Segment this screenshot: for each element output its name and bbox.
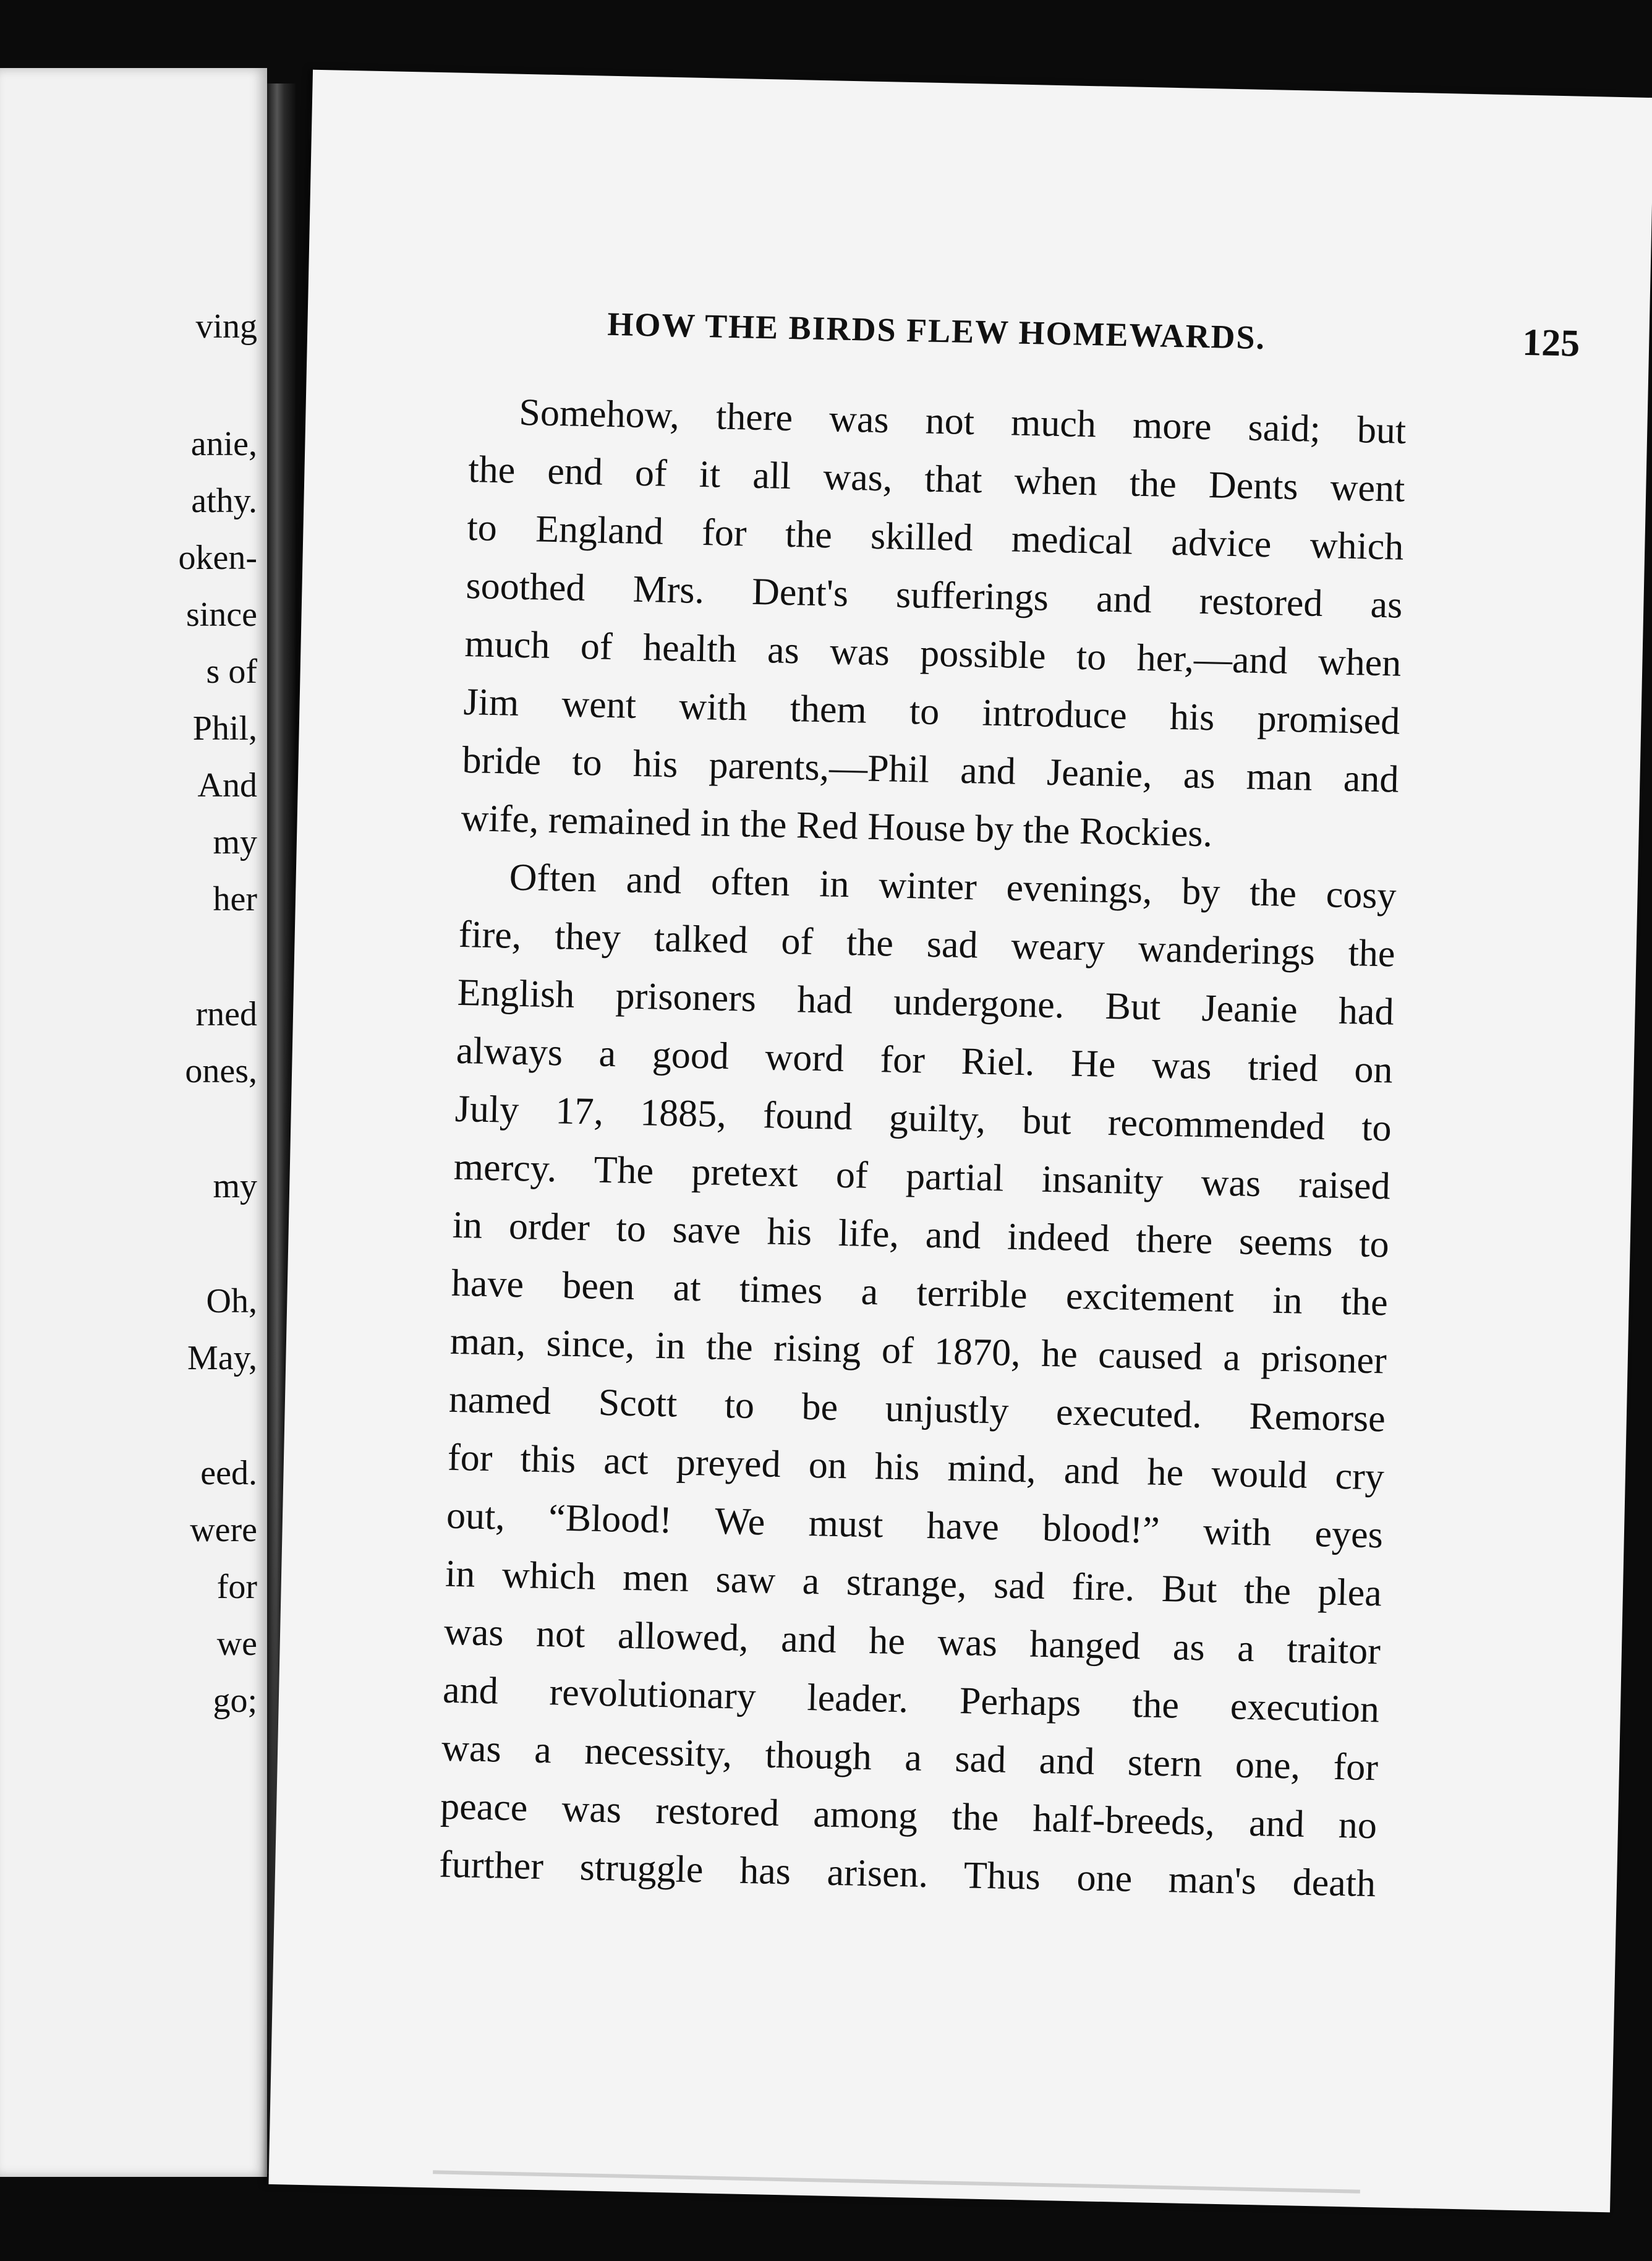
left-page-line: rned <box>195 995 257 1033</box>
left-page-line: my <box>213 823 257 861</box>
left-page-line: we <box>216 1625 257 1663</box>
left-page-line: And <box>197 766 257 805</box>
text-line: mercy. The pretext of partial insanity was raised <box>453 1145 1391 1208</box>
text-line: in order to save his life, and indeed there seems to <box>452 1203 1390 1266</box>
left-page-line: ones, <box>185 1052 257 1090</box>
left-page-line: were <box>190 1511 257 1549</box>
left-page-line: her <box>213 880 257 918</box>
text-line: peace was restored among the half-breeds, and no <box>440 1785 1377 1847</box>
left-page-line: anie, <box>190 425 257 463</box>
text-line: English prisoners had undergone. But Jeanie had <box>457 971 1395 1033</box>
left-page-line: go; <box>213 1682 257 1720</box>
text-line: always a good word for Riel. He was tried on <box>456 1029 1394 1092</box>
text-line: have been at times a terrible excitement in the <box>451 1262 1389 1324</box>
text-line: out, “Blood! We must have blood!” with eyes <box>446 1494 1384 1557</box>
running-head: HOW THE BIRDS FLEW HOMEWARDS. <box>607 305 1266 357</box>
text-line: and revolutionary leader. Perhaps the execution <box>442 1669 1380 1731</box>
text-line: in which men saw a strange, sad fire. But the plea <box>445 1552 1382 1615</box>
left-page-line: May, <box>187 1339 257 1377</box>
left-page-line: since <box>185 596 257 634</box>
text-line: man, since, in the rising of 1870, he caused a prisoner <box>449 1320 1387 1382</box>
left-page-line: eed. <box>200 1454 257 1492</box>
text-line: to England for the skilled medical advice which <box>466 506 1404 568</box>
left-page-line: Phil, <box>192 709 257 748</box>
page-number: 125 <box>1522 321 1580 365</box>
left-page-line: oken- <box>178 539 257 577</box>
text-line: was not allowed, and he was hanged as a traitor <box>443 1610 1381 1673</box>
text-line: named Scott to be unjustly executed. Remorse <box>448 1378 1386 1440</box>
body-text <box>438 382 1407 1913</box>
left-page-line: Oh, <box>206 1282 257 1320</box>
text-line: soothed Mrs. Dent's sufferings and restored as <box>465 565 1403 626</box>
text-line: July 17, 1885, found guilty, but recommended to <box>454 1087 1392 1150</box>
left-page-line: for <box>216 1568 257 1606</box>
text-line: bride to his parents,—Phil and Jeanie, as man and <box>462 738 1400 801</box>
text-line: Often and often in winter evenings, by the cosy <box>509 856 1397 917</box>
text-line: Jim went with them to introduce his promised <box>462 680 1401 743</box>
text-line: for this act preyed on his mind, and he would cry <box>447 1436 1385 1498</box>
left-page-line: s of <box>206 652 257 691</box>
text-line: was a necessity, though a sad and stern one, for <box>441 1727 1379 1789</box>
left-page <box>0 68 267 2177</box>
text-line: the end of it all was, that when the Dents went <box>467 448 1405 510</box>
text-line: wife, remained in the Red House by the Rockies. <box>461 797 1213 855</box>
text-line: Somehow, there was not much more said; but <box>518 391 1407 452</box>
left-page-line: athy. <box>191 482 257 520</box>
text-line: further struggle has arisen. Thus one man's death <box>438 1843 1376 1905</box>
text-line: fire, they talked of the sad weary wanderings the <box>458 913 1396 975</box>
text-line: much of health as was possible to her,—and when <box>464 623 1402 685</box>
left-page-line: my <box>213 1167 257 1205</box>
right-page <box>268 70 1652 2213</box>
left-page-line: ving <box>195 307 257 346</box>
